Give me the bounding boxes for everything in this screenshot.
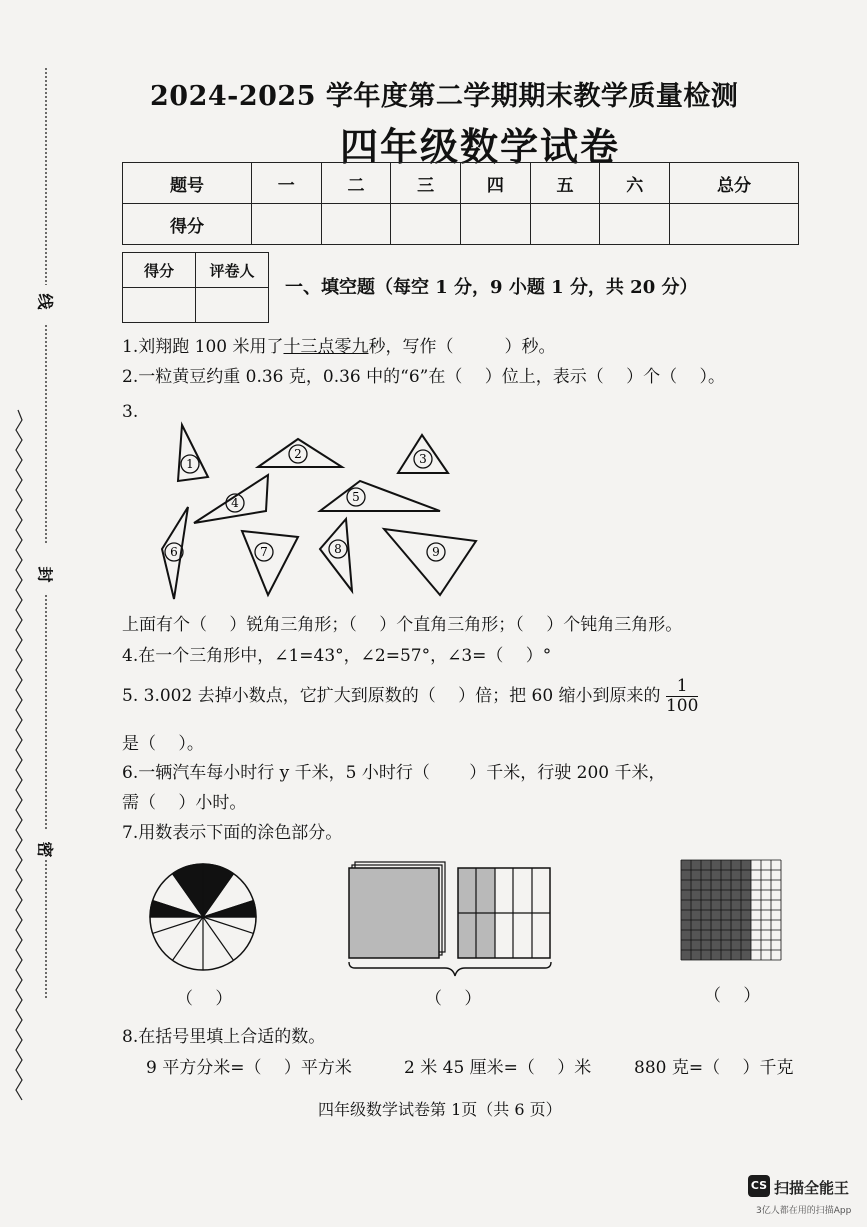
score-blank-cell[interactable]	[321, 204, 391, 245]
triangle-label: 7	[260, 545, 268, 559]
scanner-watermark	[748, 1175, 858, 1219]
full-square-shaded	[349, 868, 439, 958]
score-table-score-row	[123, 204, 799, 245]
score-table-header-row	[123, 163, 799, 204]
scanner-app-name: 扫描全能王	[774, 1179, 850, 1197]
margin-label-secret: 密	[35, 841, 55, 858]
triangles-figure	[150, 415, 490, 610]
exam-subtitle: 四年级数学试卷	[340, 124, 621, 169]
score-cell-header: 三	[391, 163, 461, 204]
answer-blank-grid[interactable]: （ ）	[704, 986, 761, 1006]
score-blank-cell[interactable]	[391, 204, 461, 245]
score-blank-cell[interactable]	[600, 204, 670, 245]
shaded-squares-figure	[345, 858, 570, 980]
question-1-underlined: 十三点零九	[283, 337, 369, 357]
triangle-7	[242, 531, 298, 595]
triangle-label: 9	[432, 545, 440, 559]
margin-label-line: 线	[35, 293, 55, 310]
triangle-9	[384, 529, 476, 595]
question-6: 6.一辆汽车每小时行 y 千米，5 小时行（ ）千米，行驶 200 千米，	[122, 763, 666, 783]
exam-title: 2024-2025 学年度第二学期期末教学质量检测	[150, 81, 739, 112]
score-cell-header: 总分	[670, 163, 799, 204]
triangle-label: 5	[352, 490, 360, 504]
binding-margin	[0, 0, 60, 1227]
grader-name-blank[interactable]	[196, 288, 269, 323]
score-cell-header: 题号	[123, 163, 252, 204]
grader-name-label: 评卷人	[196, 253, 269, 288]
grader-score-label: 得分	[123, 253, 196, 288]
score-cell-header: 五	[530, 163, 600, 204]
question-4: 4.在一个三角形中，∠1=43°，∠2=57°，∠3=（ ）°	[122, 646, 552, 666]
question-5-continued: 是（ ）。	[122, 734, 204, 754]
triangle-label: 6	[170, 545, 178, 559]
score-table	[122, 162, 799, 245]
question-5	[122, 677, 698, 715]
triangle-label: 3	[419, 452, 427, 466]
grader-score-blank[interactable]	[123, 288, 196, 323]
triangle-label: 4	[231, 496, 239, 510]
question-8-item-1: 9 平方分米=（ ）平方米	[146, 1058, 352, 1078]
question-7: 7.用数表示下面的涂色部分。	[122, 823, 343, 843]
question-1-post: 秒，写作（ ）秒。	[368, 337, 556, 357]
score-row-label: 得分	[123, 204, 252, 245]
brace	[349, 962, 551, 976]
question-5-text: 5. 3.002 去掉小数点，它扩大到原数的（ ）倍；把 60 缩小到原来的	[122, 685, 661, 706]
score-cell-header: 一	[251, 163, 321, 204]
question-8: 8.在括号里填上合适的数。	[122, 1027, 326, 1047]
score-blank-cell[interactable]	[460, 204, 530, 245]
question-1	[122, 337, 555, 357]
margin-label-seal: 封	[35, 566, 55, 583]
score-blank-cell[interactable]	[670, 204, 799, 245]
score-cell-header: 二	[321, 163, 391, 204]
triangle-label: 1	[186, 457, 194, 471]
shaded-circle-figure	[148, 862, 258, 972]
question-3-label: 3.	[122, 402, 139, 422]
page-footer: 四年级数学试卷第 1页（共 6 页）	[318, 1100, 562, 1119]
question-8-item-2: 2 米 45 厘米=（ ）米	[404, 1058, 592, 1078]
question-3-text: 上面有个（ ）锐角三角形；（ ）个直角三角形；（ ）个钝角三角形。	[122, 615, 683, 635]
scanner-logo-icon: CS	[748, 1175, 770, 1197]
score-blank-cell[interactable]	[530, 204, 600, 245]
scanner-tagline: 3亿人都在用的扫描App	[756, 1206, 852, 1216]
score-cell-header: 六	[600, 163, 670, 204]
section-heading: 一、填空题（每空 1 分，9 小题 1 分，共 20 分）	[285, 277, 698, 298]
triangle-label: 2	[294, 447, 302, 461]
fraction-denominator: 100	[665, 695, 699, 716]
grader-table	[122, 252, 269, 323]
fraction-numerator: 1	[666, 677, 698, 697]
question-8-item-3: 880 克=（ ）千克	[634, 1058, 794, 1078]
answer-blank-circle[interactable]: （ ）	[176, 989, 233, 1009]
question-1-pre: 1.刘翔跑 100 米用了	[122, 337, 284, 357]
question-2: 2.一粒黄豆约重 0.36 克，0.36 中的“6”在（ ）位上，表示（ ）个（ ）。	[122, 367, 726, 387]
question-5-fraction	[666, 677, 698, 715]
score-blank-cell[interactable]	[251, 204, 321, 245]
question-6-continued: 需（ ）小时。	[122, 793, 247, 813]
triangle-5	[320, 481, 440, 511]
shaded-grid-figure	[679, 858, 783, 962]
triangle-label: 8	[334, 542, 342, 556]
answer-blank-squares[interactable]: （ ）	[425, 989, 482, 1009]
score-cell-header: 四	[460, 163, 530, 204]
